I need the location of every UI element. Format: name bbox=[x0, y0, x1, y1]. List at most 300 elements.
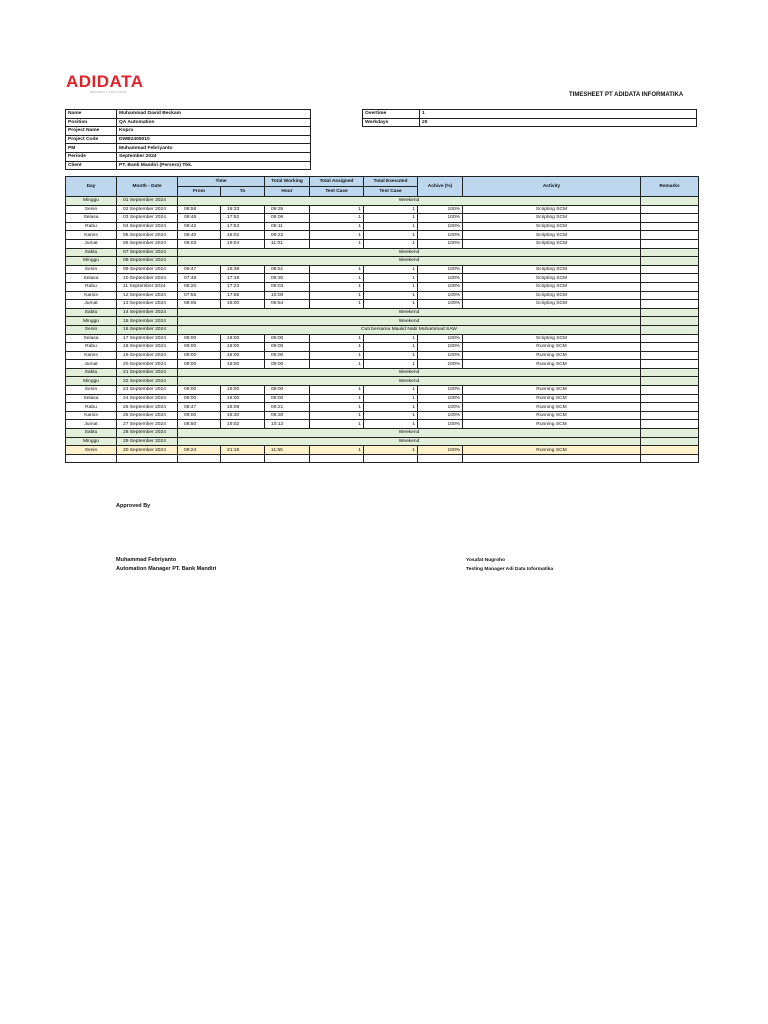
cell-executed: 1 bbox=[364, 394, 418, 403]
info-value: DWB2405010 bbox=[117, 135, 311, 144]
cell-day: Sabtu bbox=[66, 368, 117, 377]
table-row bbox=[66, 197, 699, 206]
cell-working-hour: 09:00 bbox=[265, 334, 310, 343]
cell-activity: Scripting SCM bbox=[463, 222, 641, 231]
cell-achive: 100% bbox=[418, 231, 463, 240]
cell-remarks bbox=[641, 411, 699, 420]
cell-note: Weekend bbox=[178, 437, 641, 446]
cell-day: Rabu bbox=[66, 222, 117, 231]
table-row bbox=[66, 360, 699, 369]
table-row bbox=[66, 257, 699, 266]
cell-activity: Scripting SCM bbox=[463, 265, 641, 274]
cell-activity: Running SCM bbox=[463, 420, 641, 429]
cell-assigned: 1 bbox=[310, 403, 364, 412]
cell-date: 13 September 2024 bbox=[117, 300, 178, 309]
document-title: TIMESHEET PT ADIDATA INFORMATIKA bbox=[569, 92, 684, 98]
cell-remarks bbox=[641, 214, 699, 223]
info-value: PT. Bank Mandiri (Persero) Tbk. bbox=[117, 161, 311, 170]
cell-achive: 100% bbox=[418, 222, 463, 231]
cell-date: 23 September 2024 bbox=[117, 386, 178, 395]
cell-to: 19:02 bbox=[221, 420, 265, 429]
cell-activity: Scripting SCM bbox=[463, 282, 641, 291]
cell-activity: Running SCM bbox=[463, 403, 641, 412]
cell-assigned: 1 bbox=[310, 351, 364, 360]
info-row bbox=[66, 161, 311, 170]
cell-assigned: 1 bbox=[310, 214, 364, 223]
cell-date: 01 September 2024 bbox=[117, 197, 178, 206]
cell-assigned: 1 bbox=[310, 265, 364, 274]
cell-empty bbox=[418, 454, 463, 463]
cell-day: Sabtu bbox=[66, 248, 117, 257]
cell-achive: 100% bbox=[418, 386, 463, 395]
cell-executed: 1 bbox=[364, 411, 418, 420]
cell-to: 17:18 bbox=[221, 274, 265, 283]
info-row bbox=[66, 152, 311, 161]
cell-working-hour: 08:51 bbox=[265, 265, 310, 274]
cell-to: 18:38 bbox=[221, 265, 265, 274]
cell-executed: 1 bbox=[364, 282, 418, 291]
cell-date: 02 September 2024 bbox=[117, 205, 178, 214]
cell-remarks bbox=[641, 446, 699, 455]
cell-remarks bbox=[641, 205, 699, 214]
cell-date: 29 September 2024 bbox=[117, 437, 178, 446]
cell-executed: 1 bbox=[364, 420, 418, 429]
cell-date: 24 September 2024 bbox=[117, 394, 178, 403]
cell-date: 28 September 2024 bbox=[117, 429, 178, 438]
header-month-date: Month - Date bbox=[117, 177, 178, 197]
cell-remarks bbox=[641, 282, 699, 291]
cell-remarks bbox=[641, 274, 699, 283]
cell-to: 17:23 bbox=[221, 282, 265, 291]
cell-note: Weekend bbox=[178, 429, 641, 438]
cell-date: 07 September 2024 bbox=[117, 248, 178, 257]
cell-from: 08:40 bbox=[178, 231, 221, 240]
cell-assigned: 1 bbox=[310, 411, 364, 420]
info-row bbox=[363, 118, 697, 127]
employee-info-table bbox=[65, 109, 311, 170]
cell-to: 21:19 bbox=[221, 446, 265, 455]
cell-from: 09:00 bbox=[178, 351, 221, 360]
cell-remarks bbox=[641, 429, 699, 438]
cell-from: 08:46 bbox=[178, 214, 221, 223]
header-day: Day bbox=[66, 177, 117, 197]
cell-executed: 1 bbox=[364, 274, 418, 283]
cell-from: 09:47 bbox=[178, 265, 221, 274]
cell-activity: Scripting SCM bbox=[463, 231, 641, 240]
cell-remarks bbox=[641, 420, 699, 429]
header-from: From bbox=[178, 187, 221, 197]
cell-day: Senin bbox=[66, 205, 117, 214]
cell-remarks bbox=[641, 343, 699, 352]
cell-from: 08:20 bbox=[178, 282, 221, 291]
info-label: Workdays bbox=[363, 118, 420, 127]
cell-activity: Running SCM bbox=[463, 394, 641, 403]
cell-achive: 100% bbox=[418, 351, 463, 360]
cell-day: Selasa bbox=[66, 214, 117, 223]
cell-executed: 1 bbox=[364, 386, 418, 395]
cell-day: Minggu bbox=[66, 197, 117, 206]
table-row bbox=[66, 291, 699, 300]
cell-assigned: 1 bbox=[310, 420, 364, 429]
table-row bbox=[66, 265, 699, 274]
cell-achive: 100% bbox=[418, 205, 463, 214]
cell-note: Cuti bersama Maulid Nabi Muhammad SAW bbox=[178, 325, 641, 334]
info-row bbox=[66, 127, 311, 136]
cell-activity: Scripting SCM bbox=[463, 239, 641, 248]
cell-day: Sabtu bbox=[66, 308, 117, 317]
cell-activity: Scripting SCM bbox=[463, 214, 641, 223]
cell-day: Kamis bbox=[66, 291, 117, 300]
cell-activity: Running SCM bbox=[463, 343, 641, 352]
info-value: QA Automation bbox=[117, 118, 311, 127]
info-value: Kopra bbox=[117, 127, 311, 136]
header-assigned-2: Test Case bbox=[310, 187, 364, 197]
cell-date: 05 September 2024 bbox=[117, 231, 178, 240]
cell-assigned: 1 bbox=[310, 274, 364, 283]
cell-working-hour: 09:30 bbox=[265, 411, 310, 420]
summary-info-table bbox=[362, 109, 697, 127]
cell-remarks bbox=[641, 360, 699, 369]
cell-assigned: 1 bbox=[310, 343, 364, 352]
cell-to: 18:00 bbox=[221, 300, 265, 309]
table-row bbox=[66, 300, 699, 309]
table-row bbox=[66, 334, 699, 343]
cell-assigned: 1 bbox=[310, 300, 364, 309]
info-label: Overtime bbox=[363, 110, 420, 119]
cell-assigned: 1 bbox=[310, 360, 364, 369]
cell-executed: 1 bbox=[364, 265, 418, 274]
cell-day: Rabu bbox=[66, 403, 117, 412]
cell-to: 18:00 bbox=[221, 334, 265, 343]
cell-achive: 100% bbox=[418, 394, 463, 403]
header-executed-2: Test Case bbox=[364, 187, 418, 197]
table-row bbox=[66, 411, 699, 420]
table-row bbox=[66, 274, 699, 283]
info-value: September 2024 bbox=[117, 152, 311, 161]
cell-to: 18:00 bbox=[221, 343, 265, 352]
cell-remarks bbox=[641, 239, 699, 248]
cell-remarks bbox=[641, 308, 699, 317]
cell-achive: 100% bbox=[418, 300, 463, 309]
cell-assigned: 1 bbox=[310, 394, 364, 403]
cell-working-hour: 09:00 bbox=[265, 343, 310, 352]
cell-working-hour: 09:00 bbox=[265, 360, 310, 369]
header-working-hour-1: Total Working bbox=[265, 177, 310, 187]
cell-day: Senin bbox=[66, 386, 117, 395]
cell-achive: 100% bbox=[418, 411, 463, 420]
cell-remarks bbox=[641, 257, 699, 266]
cell-from: 08:06 bbox=[178, 300, 221, 309]
header-working-hour-2: Hour bbox=[265, 187, 310, 197]
cell-date: 15 September 2024 bbox=[117, 317, 178, 326]
approver-left-title: Automation Manager PT. Bank Mandiri bbox=[116, 566, 217, 572]
cell-remarks bbox=[641, 231, 699, 240]
header-assigned-1: Total Assigned bbox=[310, 177, 364, 187]
cell-working-hour: 09:30 bbox=[265, 274, 310, 283]
cell-remarks bbox=[641, 351, 699, 360]
header-time: Time bbox=[178, 177, 265, 187]
cell-to: 18:02 bbox=[221, 231, 265, 240]
cell-working-hour: 09:54 bbox=[265, 300, 310, 309]
cell-day: Minggu bbox=[66, 437, 117, 446]
cell-assigned: 1 bbox=[310, 239, 364, 248]
cell-day: Kamis bbox=[66, 351, 117, 360]
cell-working-hour: 09:03 bbox=[265, 282, 310, 291]
cell-remarks bbox=[641, 300, 699, 309]
table-row bbox=[66, 308, 699, 317]
table-row bbox=[66, 239, 699, 248]
cell-note: Weekend bbox=[178, 308, 641, 317]
cell-date: 10 September 2024 bbox=[117, 274, 178, 283]
cell-executed: 1 bbox=[364, 360, 418, 369]
table-row bbox=[66, 420, 699, 429]
cell-executed: 1 bbox=[364, 214, 418, 223]
info-row bbox=[66, 135, 311, 144]
cell-day: Jumat bbox=[66, 360, 117, 369]
info-label: Position bbox=[66, 118, 117, 127]
info-row bbox=[66, 110, 311, 119]
info-value: 20 bbox=[420, 118, 697, 127]
header-to: To bbox=[221, 187, 265, 197]
cell-remarks bbox=[641, 197, 699, 206]
cell-to: 18:08 bbox=[221, 403, 265, 412]
cell-from: 07:55 bbox=[178, 291, 221, 300]
cell-day: Selasa bbox=[66, 274, 117, 283]
cell-assigned: 1 bbox=[310, 231, 364, 240]
cell-day: Minggu bbox=[66, 377, 117, 386]
cell-to: 17:52 bbox=[221, 214, 265, 223]
cell-day: Minggu bbox=[66, 257, 117, 266]
table-row bbox=[66, 282, 699, 291]
cell-activity: Running SCM bbox=[463, 351, 641, 360]
cell-assigned: 1 bbox=[310, 222, 364, 231]
cell-from: 09:00 bbox=[178, 394, 221, 403]
approved-by-label: Approved By bbox=[116, 503, 151, 509]
cell-note: Weekend bbox=[178, 368, 641, 377]
cell-date: 09 September 2024 bbox=[117, 265, 178, 274]
cell-date: 22 September 2024 bbox=[117, 377, 178, 386]
cell-note: Weekend bbox=[178, 248, 641, 257]
table-row bbox=[66, 214, 699, 223]
cell-date: 08 September 2024 bbox=[117, 257, 178, 266]
cell-date: 25 September 2024 bbox=[117, 403, 178, 412]
cell-remarks bbox=[641, 291, 699, 300]
cell-working-hour: 09:00 bbox=[265, 386, 310, 395]
cell-achive: 100% bbox=[418, 265, 463, 274]
timesheet-table bbox=[65, 176, 699, 463]
cell-executed: 1 bbox=[364, 291, 418, 300]
table-row bbox=[66, 343, 699, 352]
cell-activity: Running SCM bbox=[463, 386, 641, 395]
cell-from: 08:03 bbox=[178, 239, 221, 248]
cell-working-hour: 09:00 bbox=[265, 394, 310, 403]
info-value: 1 bbox=[420, 110, 697, 119]
approver-right-title: Testing Manager Adi Data Informatika bbox=[466, 567, 554, 572]
cell-assigned: 1 bbox=[310, 334, 364, 343]
cell-note: Weekend bbox=[178, 257, 641, 266]
cell-executed: 1 bbox=[364, 446, 418, 455]
cell-from: 09:00 bbox=[178, 334, 221, 343]
info-label: Periode bbox=[66, 152, 117, 161]
cell-remarks bbox=[641, 377, 699, 386]
cell-remarks bbox=[641, 368, 699, 377]
cell-working-hour: 09:35 bbox=[265, 205, 310, 214]
cell-achive: 100% bbox=[418, 274, 463, 283]
cell-assigned: 1 bbox=[310, 291, 364, 300]
cell-day: Jumat bbox=[66, 239, 117, 248]
cell-date: 12 September 2024 bbox=[117, 291, 178, 300]
cell-activity: Scripting SCM bbox=[463, 300, 641, 309]
cell-date: 30 September 2024 bbox=[117, 446, 178, 455]
cell-day: Senin bbox=[66, 446, 117, 455]
cell-note: Weekend bbox=[178, 317, 641, 326]
cell-assigned: 1 bbox=[310, 386, 364, 395]
cell-date: 03 September 2024 bbox=[117, 214, 178, 223]
cell-executed: 1 bbox=[364, 239, 418, 248]
table-row-empty bbox=[66, 454, 699, 463]
cell-date: 26 September 2024 bbox=[117, 411, 178, 420]
cell-to: 18:33 bbox=[221, 205, 265, 214]
table-row bbox=[66, 377, 699, 386]
table-row bbox=[66, 231, 699, 240]
cell-from: 09:00 bbox=[178, 360, 221, 369]
table-row bbox=[66, 446, 699, 455]
cell-note: Weekend bbox=[178, 377, 641, 386]
info-row bbox=[66, 144, 311, 153]
cell-from: 08:58 bbox=[178, 205, 221, 214]
cell-day: Rabu bbox=[66, 343, 117, 352]
cell-day: Selasa bbox=[66, 394, 117, 403]
cell-remarks bbox=[641, 317, 699, 326]
cell-from: 08:42 bbox=[178, 222, 221, 231]
cell-remarks bbox=[641, 394, 699, 403]
cell-from: 08:50 bbox=[178, 420, 221, 429]
cell-remarks bbox=[641, 248, 699, 257]
cell-achive: 100% bbox=[418, 291, 463, 300]
cell-assigned: 1 bbox=[310, 282, 364, 291]
cell-day: Kamis bbox=[66, 231, 117, 240]
cell-day: Senin bbox=[66, 265, 117, 274]
cell-activity: Running SCM bbox=[463, 446, 641, 455]
table-row bbox=[66, 222, 699, 231]
cell-working-hour: 09:00 bbox=[265, 351, 310, 360]
cell-working-hour: 10:00 bbox=[265, 291, 310, 300]
cell-to: 19:04 bbox=[221, 239, 265, 248]
cell-empty bbox=[463, 454, 641, 463]
info-label: Project Name bbox=[66, 127, 117, 136]
cell-empty bbox=[310, 454, 364, 463]
cell-activity: Scripting SCM bbox=[463, 291, 641, 300]
cell-empty bbox=[641, 454, 699, 463]
cell-from: 07:48 bbox=[178, 274, 221, 283]
cell-empty bbox=[66, 454, 117, 463]
approver-right-name: Yosafat Nugroho bbox=[466, 558, 506, 563]
table-row bbox=[66, 386, 699, 395]
cell-empty bbox=[117, 454, 178, 463]
cell-activity: Scripting SCM bbox=[463, 334, 641, 343]
cell-empty bbox=[221, 454, 265, 463]
table-row bbox=[66, 317, 699, 326]
cell-achive: 100% bbox=[418, 343, 463, 352]
cell-working-hour: 11:01 bbox=[265, 239, 310, 248]
cell-day: Jumat bbox=[66, 300, 117, 309]
cell-remarks bbox=[641, 403, 699, 412]
cell-date: 20 September 2024 bbox=[117, 360, 178, 369]
cell-date: 11 September 2024 bbox=[117, 282, 178, 291]
approver-left-name: Muhammad Febriyanto bbox=[116, 557, 177, 563]
info-label: Project Code bbox=[66, 135, 117, 144]
cell-achive: 100% bbox=[418, 360, 463, 369]
cell-working-hour: 09:06 bbox=[265, 214, 310, 223]
cell-from: 09:24 bbox=[178, 446, 221, 455]
cell-achive: 100% bbox=[418, 282, 463, 291]
cell-to: 17:55 bbox=[221, 291, 265, 300]
info-label: Name bbox=[66, 110, 117, 119]
info-row bbox=[66, 118, 311, 127]
cell-from: 09:00 bbox=[178, 343, 221, 352]
cell-date: 06 September 2024 bbox=[117, 239, 178, 248]
cell-remarks bbox=[641, 386, 699, 395]
cell-remarks bbox=[641, 265, 699, 274]
table-row bbox=[66, 351, 699, 360]
cell-working-hour: 09:11 bbox=[265, 222, 310, 231]
cell-working-hour: 10:12 bbox=[265, 420, 310, 429]
cell-day: Selasa bbox=[66, 334, 117, 343]
cell-date: 19 September 2024 bbox=[117, 351, 178, 360]
cell-date: 18 September 2024 bbox=[117, 343, 178, 352]
logo-tagline: SECURITY SOLUTION bbox=[90, 90, 127, 94]
table-row bbox=[66, 325, 699, 334]
cell-activity: Running SCM bbox=[463, 360, 641, 369]
cell-activity: Scripting SCM bbox=[463, 274, 641, 283]
cell-from: 08:47 bbox=[178, 403, 221, 412]
cell-working-hour: 09:22 bbox=[265, 231, 310, 240]
cell-working-hour: 11:55 bbox=[265, 446, 310, 455]
company-logo: ADIDATA bbox=[66, 72, 144, 91]
cell-achive: 100% bbox=[418, 420, 463, 429]
header-remarks: Remarks bbox=[641, 177, 699, 197]
cell-from: 09:00 bbox=[178, 411, 221, 420]
cell-date: 04 September 2024 bbox=[117, 222, 178, 231]
cell-to: 18:30 bbox=[221, 411, 265, 420]
cell-day: Senin bbox=[66, 325, 117, 334]
cell-achive: 100% bbox=[418, 239, 463, 248]
info-label: PM bbox=[66, 144, 117, 153]
cell-assigned: 1 bbox=[310, 205, 364, 214]
cell-date: 14 September 2024 bbox=[117, 308, 178, 317]
cell-date: 21 September 2024 bbox=[117, 368, 178, 377]
cell-date: 17 September 2024 bbox=[117, 334, 178, 343]
cell-achive: 100% bbox=[418, 403, 463, 412]
table-row bbox=[66, 437, 699, 446]
header-executed-1: Total Executed bbox=[364, 177, 418, 187]
info-row bbox=[363, 110, 697, 119]
table-row bbox=[66, 403, 699, 412]
cell-executed: 1 bbox=[364, 222, 418, 231]
header-activity: Activity bbox=[463, 177, 641, 197]
info-value: Muhammad David Beckam bbox=[117, 110, 311, 119]
cell-day: Rabu bbox=[66, 282, 117, 291]
cell-from: 09:00 bbox=[178, 386, 221, 395]
cell-to: 18:00 bbox=[221, 351, 265, 360]
cell-achive: 100% bbox=[418, 446, 463, 455]
table-row bbox=[66, 368, 699, 377]
cell-day: Jumat bbox=[66, 420, 117, 429]
table-row bbox=[66, 205, 699, 214]
cell-empty bbox=[265, 454, 310, 463]
cell-executed: 1 bbox=[364, 231, 418, 240]
cell-activity: Running SCM bbox=[463, 411, 641, 420]
